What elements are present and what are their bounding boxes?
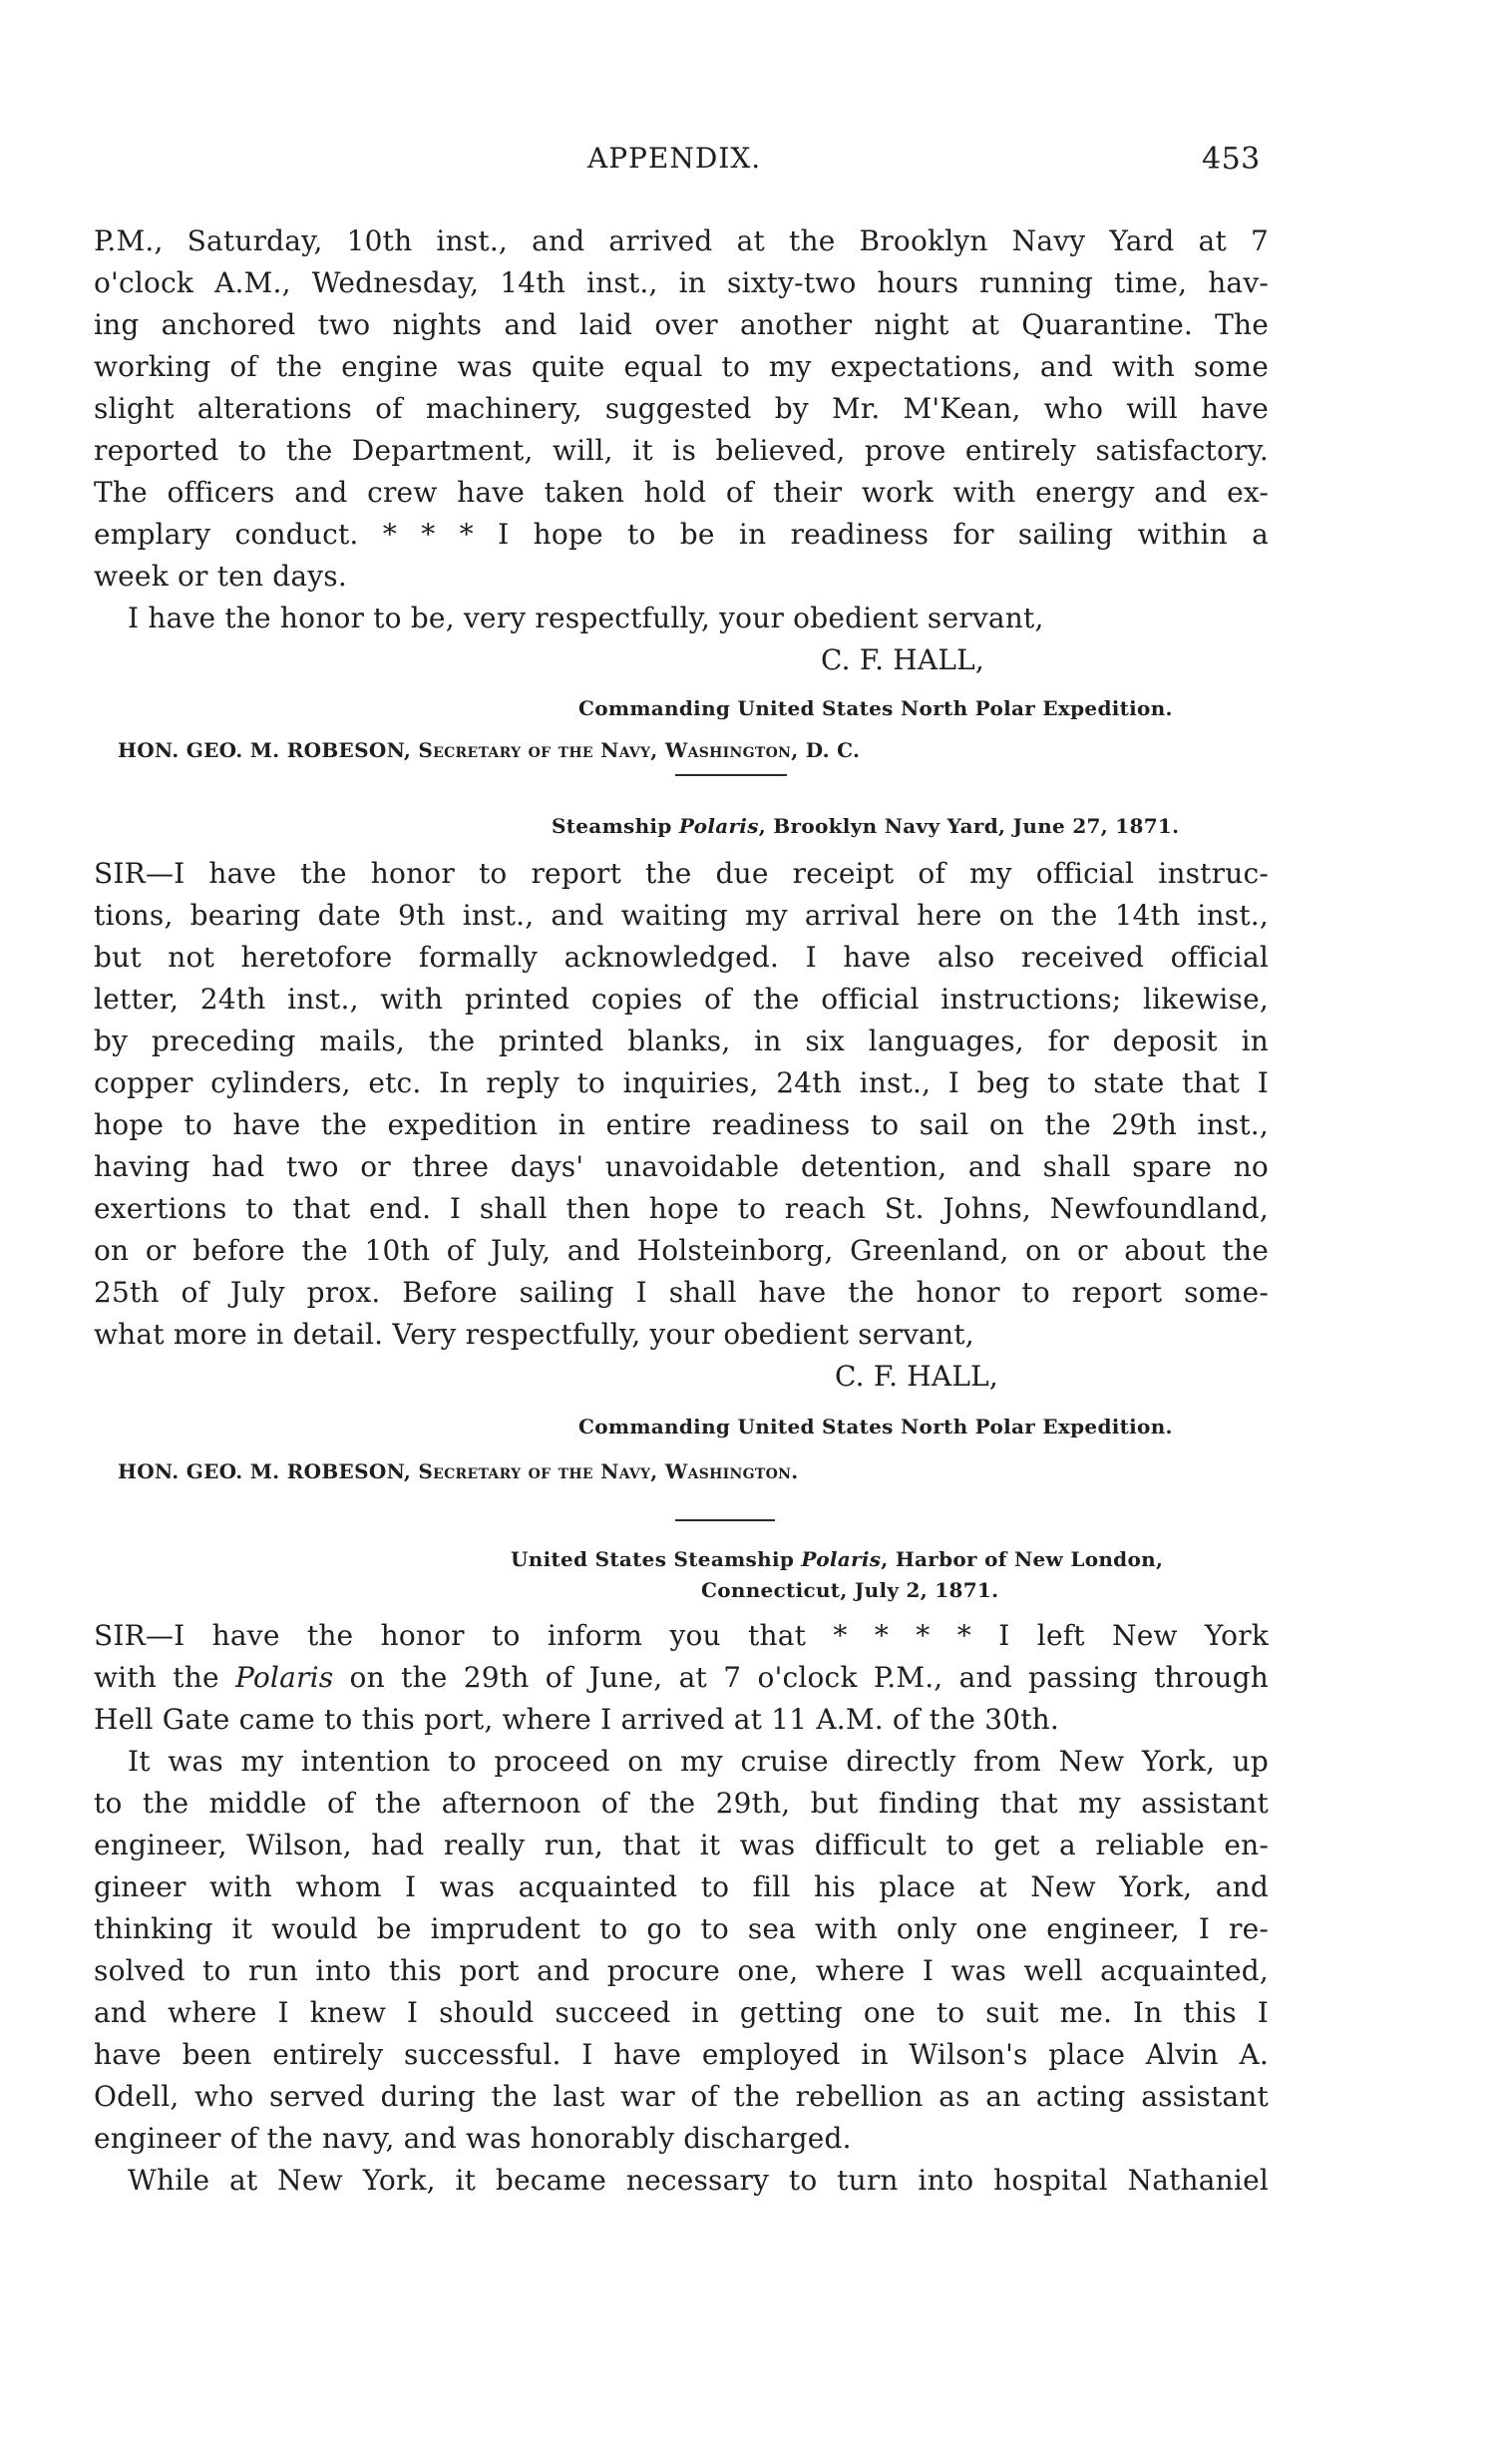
letter1-line-5: slight alterations of machinery, suggested by Mr. M'Kean, who will have (94, 392, 1269, 425)
letter1-closing: I have the honor to be, very respectfully, your obedient servant, (128, 602, 1044, 634)
letter1-line-9: week or ten days. (94, 560, 347, 593)
letter2-line-3: but not heretofore formally acknowledged. I have also received official (94, 941, 1269, 974)
letter3-line-1: SIR—I have the honor to inform you that * * * * I left New York (94, 1619, 1269, 1652)
letter2-dateline: Steamship Polaris, Brooklyn Navy Yard, June 27, 1871. (552, 814, 1180, 838)
letter2-line-8: having had two or three days' unavoidable detention, and shall spare no (94, 1150, 1269, 1183)
letter1-line-3: ing anchored two nights and laid over another night at Quarantine. The (94, 308, 1269, 341)
letter2-addressee: HON. GEO. M. ROBESON, Secretary of the Navy, Washington. (118, 1459, 799, 1483)
running-title: APPENDIX. (587, 142, 762, 175)
letter2-line-1: SIR—I have the honor to report the due receipt of my official instruc- (94, 857, 1269, 890)
letter2-signature: C. F. HALL, (835, 1360, 999, 1393)
letter2-signature-title: Commanding United States North Polar Expedition. (578, 1415, 1173, 1438)
letter2-line-10: on or before the 10th of July, and Holsteinborg, Greenland, on or about the (94, 1234, 1269, 1267)
letter1-signature: C. F. HALL, (821, 643, 985, 676)
letter1-line-2: o'clock A.M., Wednesday, 14th inst., in sixty-two hours running time, hav- (94, 266, 1270, 299)
letter2-line-2: tions, bearing date 9th inst., and waiting my arrival here on the 14th inst., (94, 899, 1269, 932)
page-number: 453 (1202, 142, 1261, 177)
letter3-salutation: SIR (94, 1619, 146, 1652)
section-divider-2 (675, 1519, 775, 1521)
letter2-line-5: by preceding mails, the printed blanks, in six languages, for deposit in (94, 1025, 1269, 1057)
letter1-line-1: P.M., Saturday, 10th inst., and arrived at the Brooklyn Navy Yard at 7 (94, 224, 1269, 257)
letter3-dateline-2: Connecticut, July 2, 1871. (701, 1578, 999, 1602)
letter3-line-12: Odell, who served during the last war of the rebellion as an acting assistant (94, 2080, 1269, 2113)
letter3-dateline-1: United States Steamship Polaris, Harbor of New London, (511, 1547, 1164, 1571)
letter2-line-6: copper cylinders, etc. In reply to inquiries, 24th inst., I beg to state that I (94, 1066, 1269, 1099)
letter3-line-6: engineer, Wilson, had really run, that it was difficult to get a reliable en- (94, 1829, 1269, 1861)
letter3-line-8: thinking it would be imprudent to go to sea with only one engineer, I re- (94, 1912, 1269, 1945)
letter1-line-7: The officers and crew have taken hold of their work with energy and ex- (94, 476, 1269, 509)
letter1-line-8: emplary conduct. * * * I hope to be in readiness for sailing within a (94, 518, 1269, 551)
letter1-line-4: working of the engine was quite equal to my expectations, and with some (94, 350, 1269, 383)
letter2-line-12: what more in detail. Very respectfully, your obedient servant, (94, 1318, 974, 1351)
letter3-line-14: While at New York, it became necessary to turn into hospital Nathaniel (128, 2164, 1269, 2197)
letter2-salutation: SIR (94, 857, 146, 890)
letter3-line-10: and where I knew I should succeed in getting one to suit me. In this I (94, 1996, 1269, 2029)
letter2-line-7: hope to have the expedition in entire readiness to sail on the 29th inst., (94, 1108, 1269, 1141)
letter3-line-4: It was my intention to proceed on my cruise directly from New York, up (128, 1745, 1269, 1778)
letter3-line-3: Hell Gate came to this port, where I arrived at 11 A.M. of the 30th. (94, 1703, 1060, 1736)
letter3-line-9: solved to run into this port and procure one, where I was well acquainted, (94, 1954, 1269, 1987)
letter3-line-5: to the middle of the afternoon of the 29th, but finding that my assistant (94, 1787, 1269, 1820)
letter1-addressee: HON. GEO. M. ROBESON, Secretary of the Navy, Washington, D. C. (118, 738, 861, 762)
letter2-line-11: 25th of July prox. Before sailing I shall have the honor to report some- (94, 1276, 1269, 1309)
section-divider-1 (675, 774, 787, 776)
letter2-line-4: letter, 24th inst., with printed copies of the official instructions; likewise, (94, 983, 1269, 1016)
letter3-line-2: with the Polaris on the 29th of June, at 7 o'clock P.M., and passing through (94, 1661, 1269, 1694)
letter3-line-13: engineer of the navy, and was honorably discharged. (94, 2122, 852, 2155)
letter3-line-7: gineer with whom I was acquainted to fill his place at New York, and (94, 1870, 1269, 1903)
letter1-line-6: reported to the Department, will, it is believed, prove entirely satisfactory. (94, 434, 1269, 467)
letter1-signature-title: Commanding United States North Polar Expedition. (578, 696, 1173, 720)
letter2-line-9: exertions to that end. I shall then hope to reach St. Johns, Newfoundland, (94, 1192, 1269, 1225)
letter3-line-11: have been entirely successful. I have employed in Wilson's place Alvin A. (94, 2038, 1269, 2071)
